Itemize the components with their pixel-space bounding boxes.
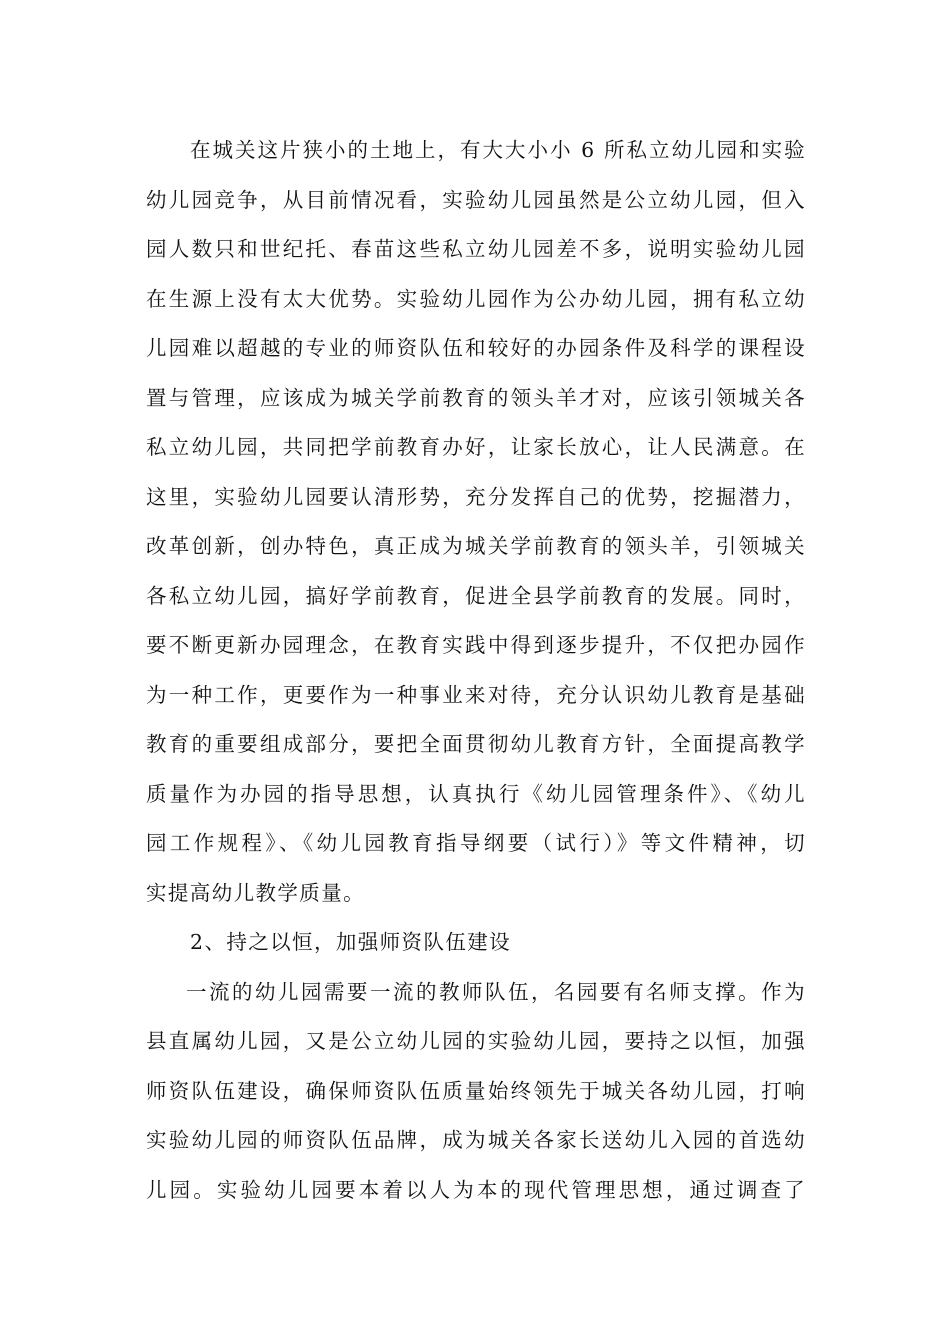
text-line: 园工作规程》、《幼儿园教育指导纲要（试行）》等文件精神，切 [146, 831, 806, 855]
text-line: 师资队伍建设，确保师资队伍质量始终领先于城关各幼儿园，打响 [146, 1078, 806, 1103]
text-line: 儿园。实验幼儿园要本着以人为本的现代管理思想，通过调查了 [146, 1177, 806, 1202]
text-line: 一流的幼儿园需要一流的教师队伍，名园要有名师支撑。作为 [186, 979, 806, 1004]
text-line: 在生源上没有太大优势。实验幼儿园作为公办幼儿园，拥有私立幼 [146, 286, 806, 311]
text-line: 置与管理，应该成为城关学前教育的领头羊才对，应该引领城关各 [146, 385, 806, 410]
text-line: 要不断更新办园理念，在教育实践中得到逐步提升，不仅把办园作 [146, 633, 806, 657]
text-line: 在城关这片狭小的土地上，有大大小小 6 所私立幼儿园和实验 [190, 138, 806, 162]
heading-line: 2、持之以恒，加强师资队伍建设 [190, 930, 512, 954]
text-line: 质量作为办园的指导思想，认真执行《幼儿园管理条件》、《幼儿 [146, 781, 806, 806]
text-line: 实提高幼儿教学质量。 [146, 880, 365, 905]
text-line: 各私立幼儿园，搞好学前教育，促进全县学前教育的发展。同时， [146, 583, 806, 608]
text-line: 私立幼儿园，共同把学前教育办好，让家长放心，让人民满意。在 [146, 435, 806, 459]
text-line: 改革创新，创办特色，真正成为城关学前教育的领头羊，引领城关 [146, 534, 806, 558]
text-line: 这里，实验幼儿园要认清形势，充分发挥自己的优势，挖掘潜力， [146, 484, 806, 509]
paragraph-2 [146, 968, 806, 1216]
paragraph-1 [146, 126, 806, 918]
body-text [146, 126, 806, 1215]
text-line: 教育的重要组成部分，要把全面贯彻幼儿教育方针，全面提高教学 [146, 732, 806, 756]
section-heading [146, 918, 806, 968]
text-line: 幼儿园竞争，从目前情况看，实验幼儿园虽然是公立幼儿园，但入 [146, 187, 806, 212]
text-line: 为一种工作，更要作为一种事业来对待，充分认识幼儿教育是基础 [146, 682, 806, 707]
text-line: 县直属幼儿园，又是公立幼儿园的实验幼儿园，要持之以恒，加强 [146, 1029, 806, 1053]
text-line: 儿园难以超越的专业的师资队伍和较好的办园条件及科学的课程设 [146, 336, 806, 360]
text-line: 实验幼儿园的师资队伍品牌，成为城关各家长送幼儿入园的首选幼 [146, 1128, 806, 1152]
text-line: 园人数只和世纪托、春苗这些私立幼儿园差不多，说明实验幼儿园 [146, 237, 806, 261]
